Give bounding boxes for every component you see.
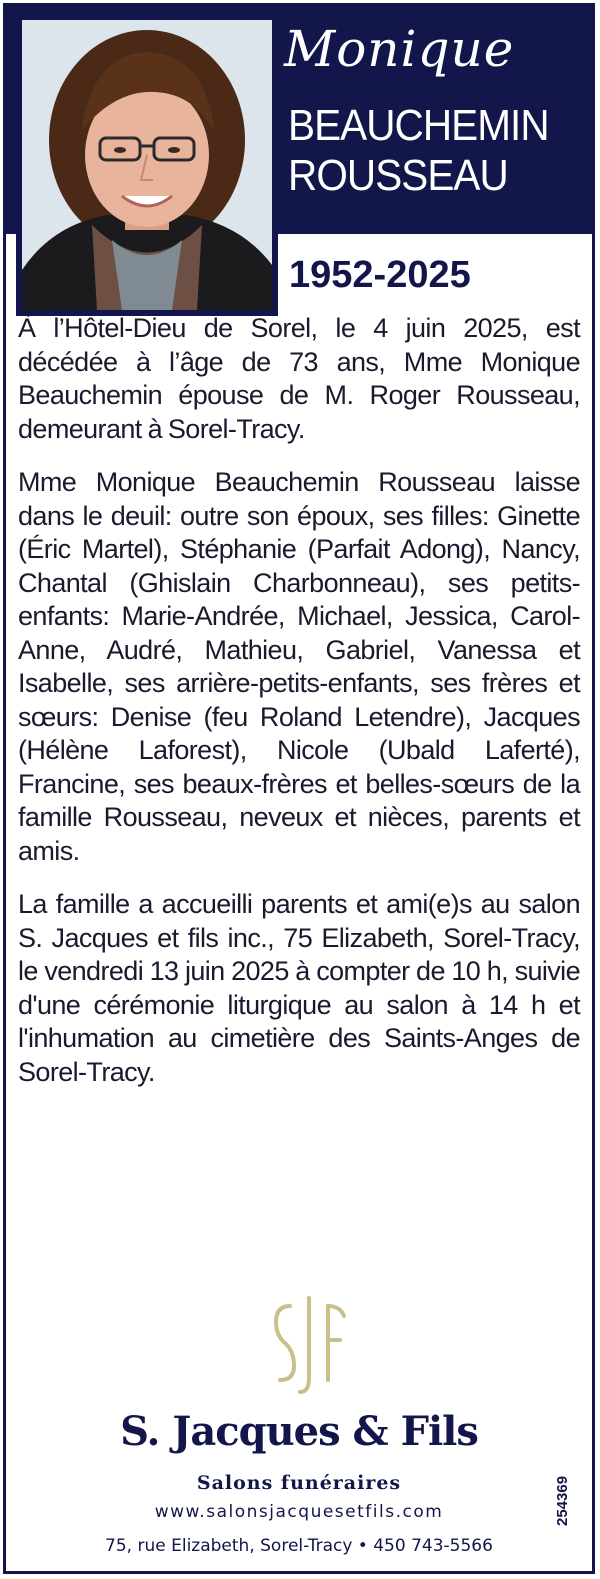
monogram-graphic: [264, 1292, 354, 1402]
obituary-body: [18, 312, 580, 1109]
ad-reference-number: 254369: [554, 1475, 571, 1526]
funeral-home-name: S. Jacques & Fils: [120, 1408, 478, 1455]
life-years: 1952-2025: [289, 254, 471, 296]
paragraph-service: La famille a accueilli parents et ami(e)s au salon S. Jacques et fils inc., 75 Elizabeth, Sorel-Tracy, le vendredi 13 juin 2025 à compter de 10 h, suivie d'une cérémonie liturgique au salon à 14 h et l'inhumation au cimetière des Saints-Anges de Sorel-Tracy.: [18, 889, 580, 1087]
deceased-first-name: Monique: [284, 20, 515, 78]
paragraph-survivors: Mme Monique Beauchemin Rousseau laisse dans le deuil: outre son époux, ses filles: Ginette (Éric Martel), Stéphanie (Parfait Adong), Nancy, Chantal (Ghislain Charbonneau), ses petits-enfants: Marie-Andrée, Michael, Jessica, Carol-Anne, Audré, Mathieu, Gabriel, Vanessa et Isabelle, ses arrière-petits-enfants, ses frères et sœurs: Denise (feu Roland Letendre), Jacques (Hélène Laforest), Nicole (Ubald Laferté), Francine, ses beaux-frères et belles-sœurs de la famille Rousseau, neveux et nièces, parents et amis.: [18, 467, 580, 866]
deceased-surname-line2: ROUSSEAU: [288, 151, 508, 200]
portrait-illustration: [22, 20, 272, 310]
portrait-photo: [16, 14, 278, 316]
funeral-home-subtitle: Salons funéraires: [196, 1472, 402, 1494]
sjf-monogram-logo: [264, 1292, 354, 1402]
obituary-notice: [3, 3, 595, 1574]
funeral-home-address: 75, rue Elizabeth, Sorel-Tracy • 450 743-5566: [105, 1536, 493, 1556]
funeral-home-website[interactable]: www.salonsjacquesetfils.com: [154, 1502, 444, 1522]
deceased-surname-line1: BEAUCHEMIN: [288, 101, 549, 150]
paragraph-death-notice: À l’Hôtel-Dieu de Sorel, le 4 juin 2025, est décédée à l’âge de 73 ans, Mme Monique Beauchemin épouse de M. Roger Rousseau, demeurant à Sorel-Tracy.: [18, 313, 580, 444]
